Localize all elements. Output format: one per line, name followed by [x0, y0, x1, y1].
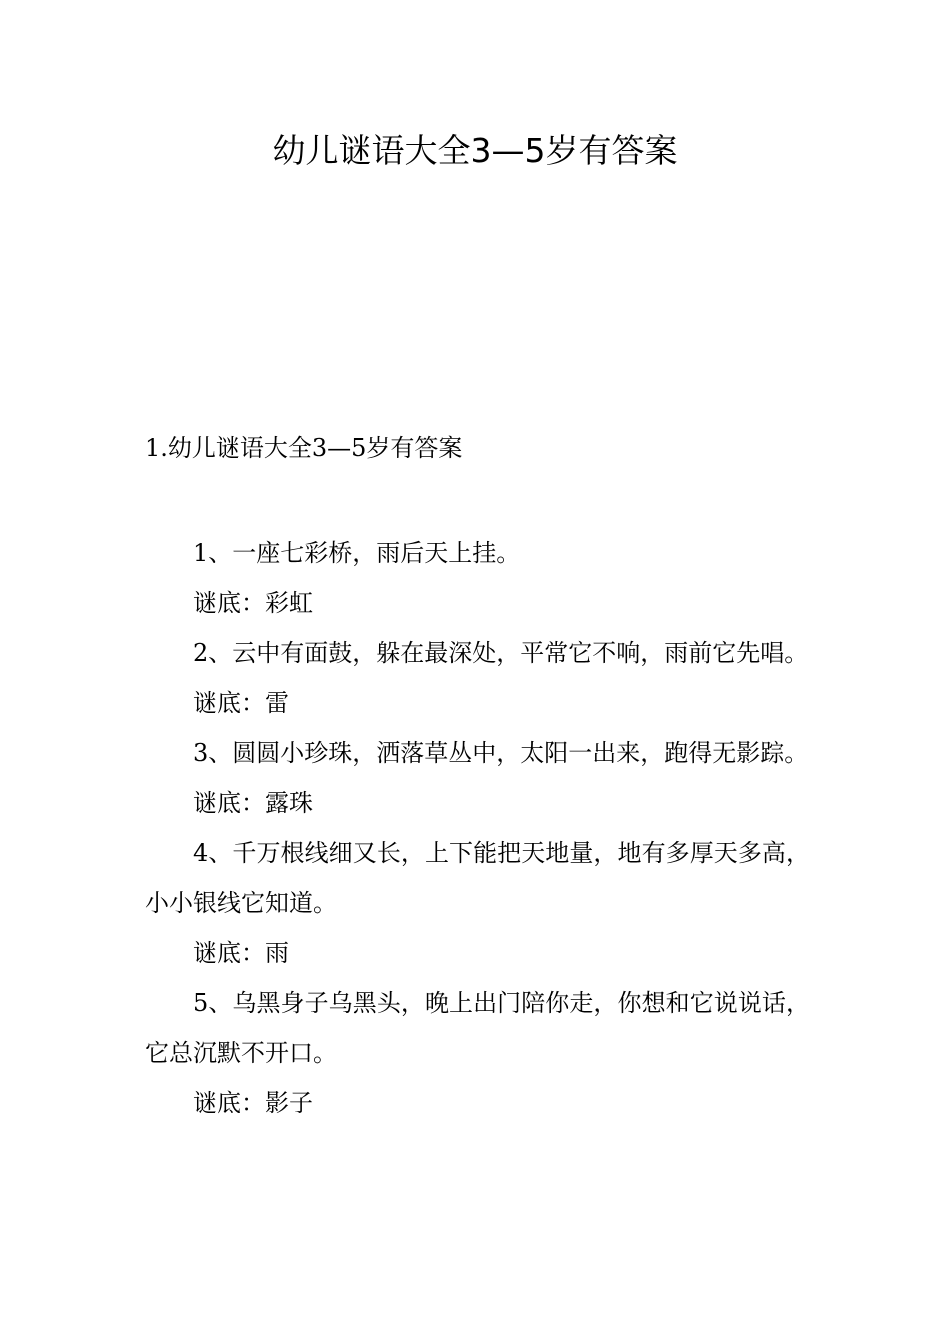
section-heading: 1.幼儿谜语大全3—5岁有答案	[145, 434, 463, 462]
riddle-question: 3、圆圆小珍珠，洒落草丛中，太阳一出来，跑得无影踪。	[193, 739, 809, 767]
riddle-answer: 谜底：彩虹	[193, 589, 313, 617]
riddle-answer: 谜底：影子	[193, 1089, 313, 1117]
riddle-answer: 谜底：雨	[193, 939, 289, 967]
riddle-question: 4、千万根线细又长，上下能把天地量，地有多厚天多高，小小银线它知道。	[145, 839, 810, 917]
riddle-question: 5、乌黑身子乌黑头，晚上出门陪你走，你想和它说说话，它总沉默不开口。	[145, 989, 810, 1067]
riddle-list	[145, 528, 810, 1128]
document-title: 幼儿谜语大全3—5岁有答案	[272, 131, 678, 170]
riddle-question: 1、一座七彩桥，雨后天上挂。	[193, 539, 521, 567]
riddle-answer: 谜底：雷	[193, 689, 289, 717]
riddle-question: 2、云中有面鼓，躲在最深处，平常它不响，雨前它先唱。	[193, 639, 809, 667]
riddle-answer: 谜底：露珠	[193, 789, 313, 817]
